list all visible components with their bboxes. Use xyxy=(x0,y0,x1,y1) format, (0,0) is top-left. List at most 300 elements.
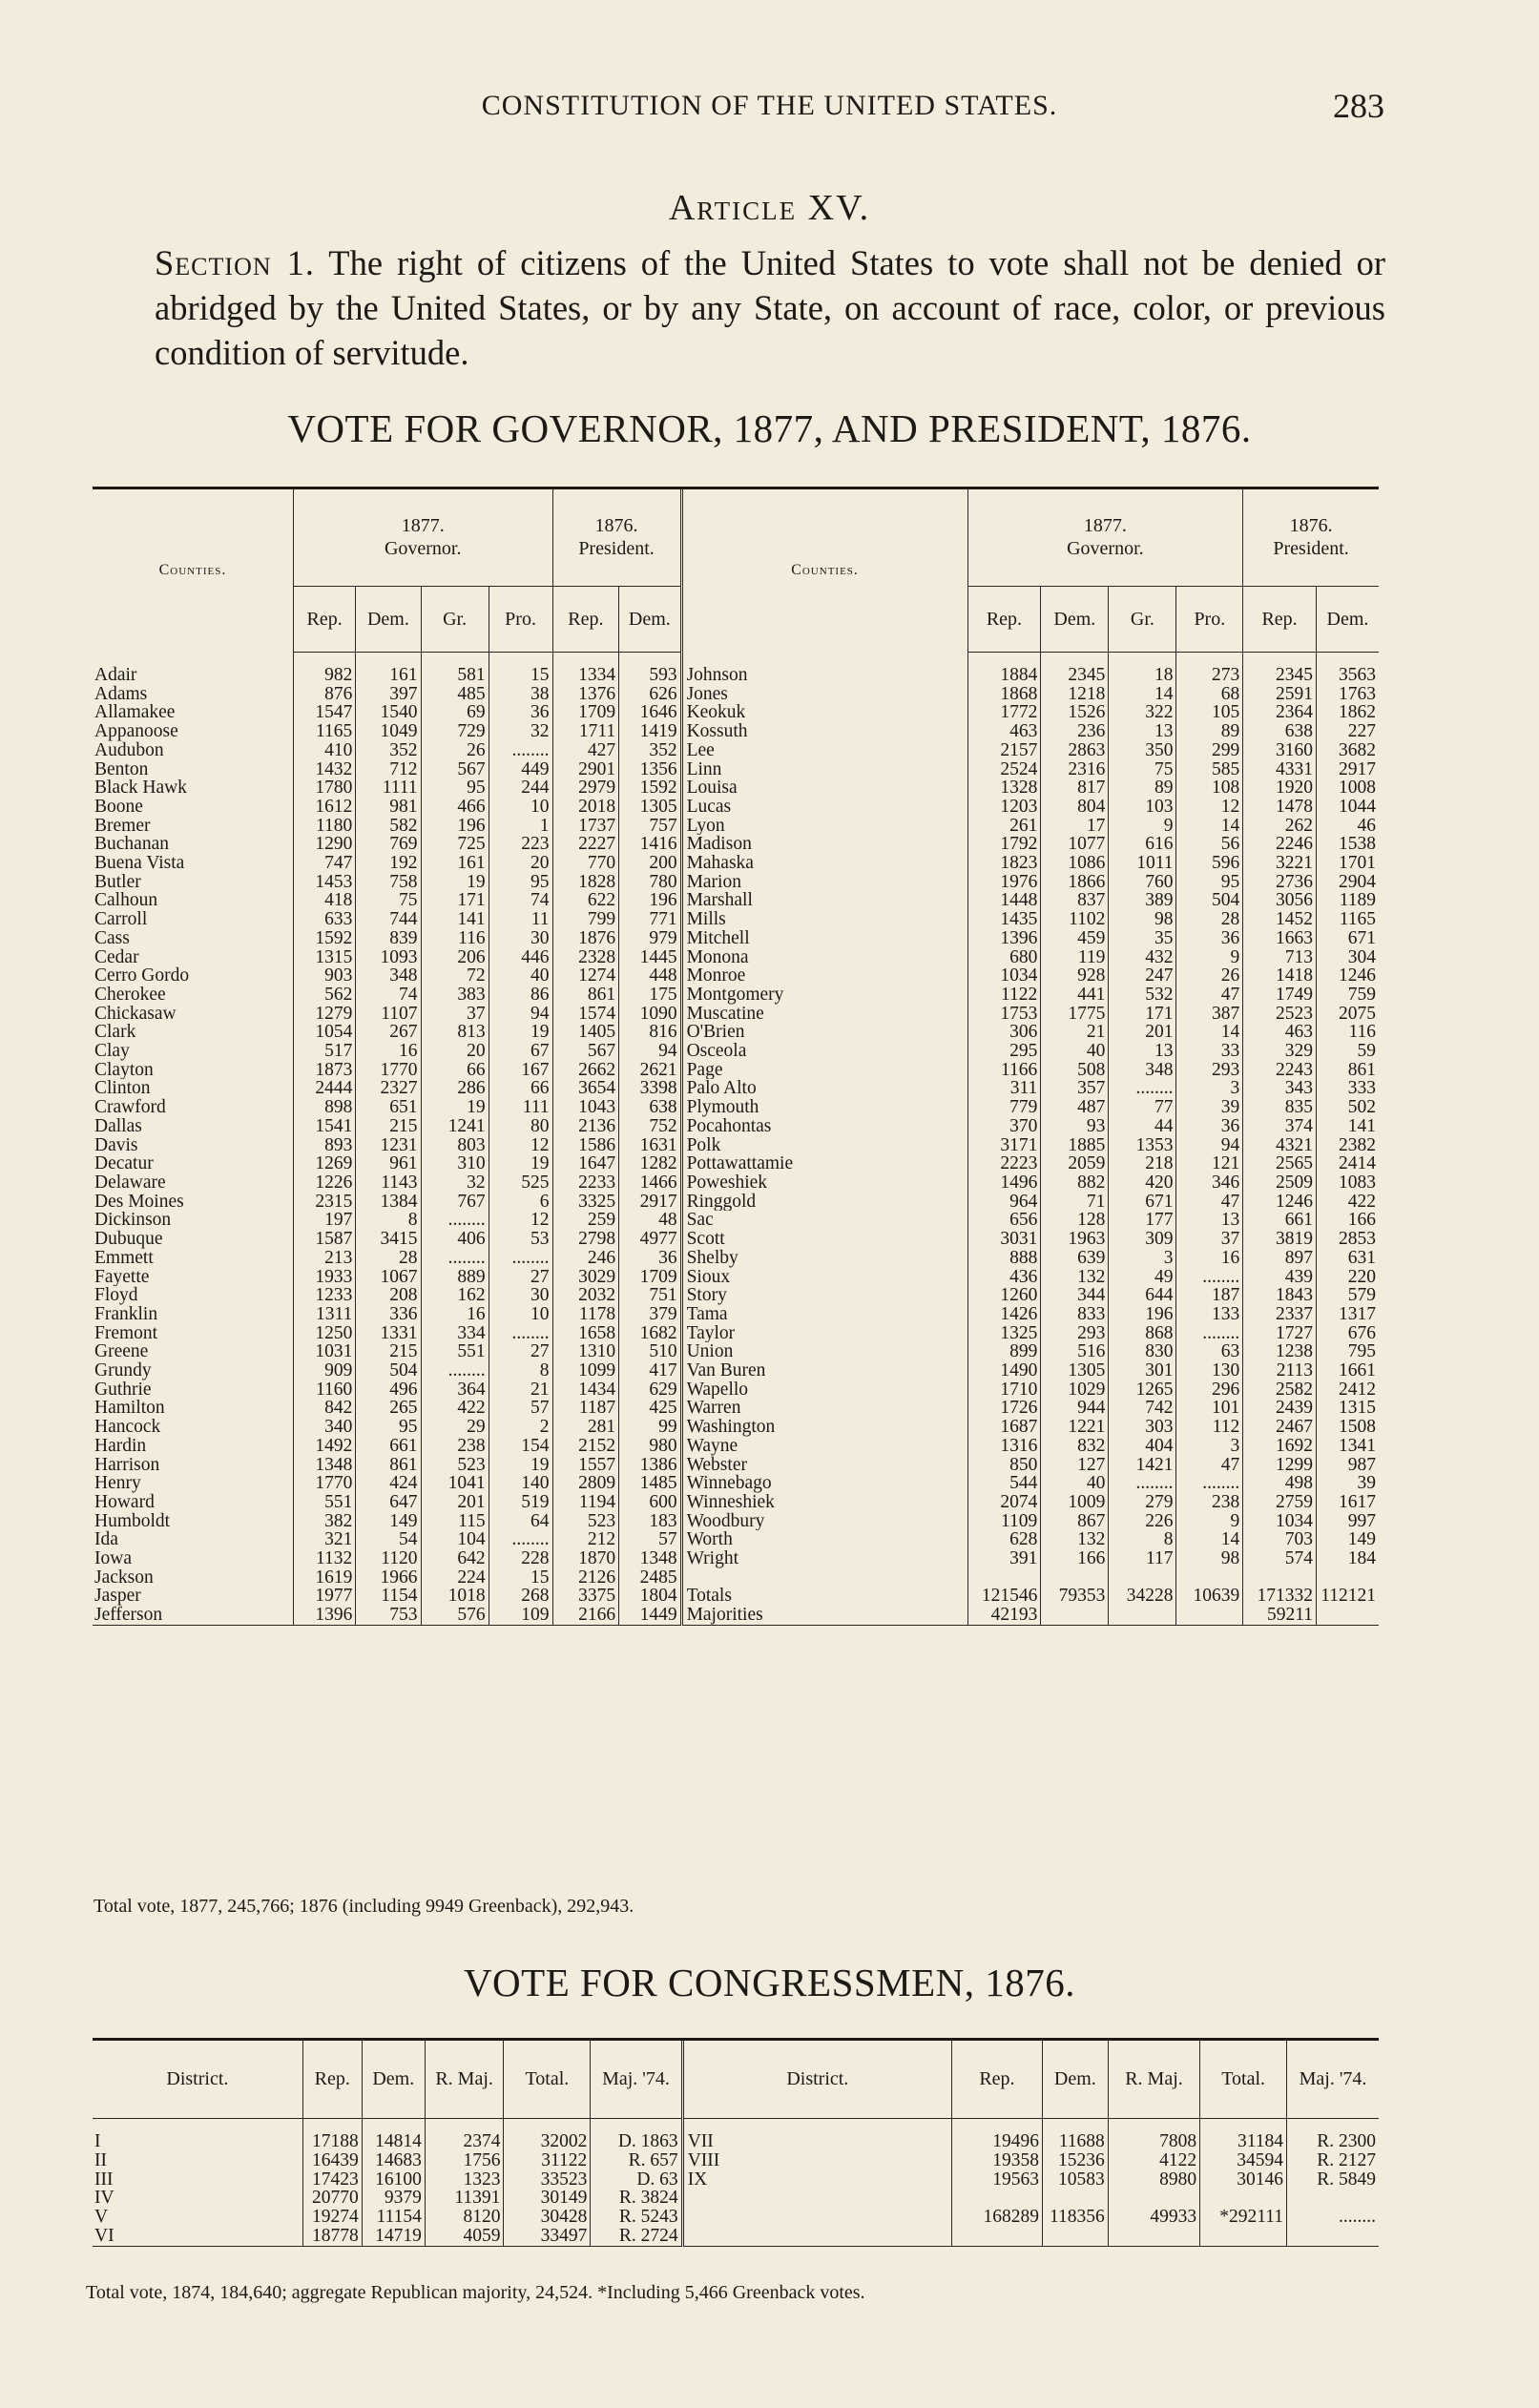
value-cell: 218 xyxy=(1109,1154,1176,1173)
value-cell: 1109 xyxy=(967,1512,1041,1531)
governor-1877-header: 1877. Governor. xyxy=(293,488,552,587)
value-cell: 11688 xyxy=(1042,2119,1108,2151)
value-cell: 49 xyxy=(1109,1268,1176,1287)
name-cell: Palo Alto xyxy=(681,1079,967,1098)
district-cell xyxy=(682,2189,951,2208)
county-row xyxy=(93,1173,1379,1193)
value-cell: 1405 xyxy=(552,1023,619,1042)
value-cell: 2809 xyxy=(552,1474,619,1493)
value-cell: 496 xyxy=(356,1380,421,1400)
value-cell: 631 xyxy=(1316,1249,1379,1268)
district-cell: V xyxy=(94,2208,109,2227)
name-cell: Jackson xyxy=(94,1567,154,1588)
value-cell: 1737 xyxy=(552,817,619,836)
value-cell: 1920 xyxy=(1243,778,1317,798)
value-cell: 519 xyxy=(489,1493,552,1512)
value-cell: 1233 xyxy=(293,1286,355,1305)
name-cell: Jasper xyxy=(94,1587,141,1607)
district-cell: VI xyxy=(93,2227,302,2246)
value-cell: 1187 xyxy=(552,1399,619,1418)
value-cell: 167 xyxy=(489,1061,552,1080)
value-cell: 166 xyxy=(1041,1549,1109,1568)
value-cell: ........ xyxy=(489,1324,552,1343)
value-cell: 13 xyxy=(1176,1211,1243,1230)
value-cell: 463 xyxy=(1243,1023,1317,1042)
value-cell: 36 xyxy=(489,703,552,722)
district-cell: IV xyxy=(94,2189,114,2209)
value-cell: 16 xyxy=(1176,1249,1243,1268)
value-cell: 1485 xyxy=(619,1474,681,1493)
name-cell: Sac xyxy=(681,1211,967,1230)
value-cell: 1977 xyxy=(293,1587,355,1606)
value-cell: 293 xyxy=(1176,1061,1243,1080)
value-cell: 424 xyxy=(356,1474,421,1493)
name-cell: Muscatine xyxy=(681,1005,967,1024)
value-cell: 86 xyxy=(489,986,552,1005)
name-cell: Jefferson xyxy=(93,1606,293,1625)
value-cell: 2337 xyxy=(1243,1305,1317,1324)
value-cell: 30146 xyxy=(1200,2170,1287,2190)
value-cell: 301 xyxy=(1109,1361,1176,1380)
value-cell: 99 xyxy=(619,1418,681,1437)
value-cell: 1083 xyxy=(1316,1173,1379,1193)
value-cell: 3 xyxy=(1109,1249,1176,1268)
value-cell: 162 xyxy=(421,1286,489,1305)
value-cell: 111 xyxy=(489,1098,552,1117)
value-cell: 27 xyxy=(489,1342,552,1361)
value-cell: R. 3824 xyxy=(591,2189,682,2208)
value-cell: 4122 xyxy=(1108,2151,1199,2170)
value-cell: 140 xyxy=(489,1474,552,1493)
value-cell: 504 xyxy=(356,1361,421,1380)
value-cell: 3325 xyxy=(552,1193,619,1212)
county-row xyxy=(93,966,1379,986)
congress-table-body xyxy=(93,2119,1379,2247)
value-cell: 1250 xyxy=(293,1324,355,1343)
county-row xyxy=(93,1286,1379,1305)
value-cell: 1416 xyxy=(619,835,681,854)
name-cell: Totals xyxy=(681,1587,967,1606)
value-cell: 888 xyxy=(967,1249,1041,1268)
value-cell: 261 xyxy=(967,817,1041,836)
county-row xyxy=(93,653,1379,685)
value-cell: 2759 xyxy=(1243,1493,1317,1512)
value-cell: 13 xyxy=(1109,722,1176,741)
value-cell: 346 xyxy=(1176,1173,1243,1193)
county-row xyxy=(93,1136,1379,1155)
value-cell: 639 xyxy=(1041,1249,1109,1268)
value-cell: 616 xyxy=(1109,835,1176,854)
value-cell: 4321 xyxy=(1243,1136,1317,1155)
value-cell: 1421 xyxy=(1109,1456,1176,1475)
district-cell: IX xyxy=(682,2170,951,2190)
value-cell: 33497 xyxy=(504,2227,591,2246)
name-cell: Page xyxy=(681,1061,967,1080)
value-cell: 352 xyxy=(619,741,681,760)
value-cell: 112121 xyxy=(1316,1587,1379,1606)
name-cell: Story xyxy=(681,1286,967,1305)
value-cell: 192 xyxy=(356,854,421,873)
value-cell: 30428 xyxy=(504,2208,591,2227)
value-cell: 2904 xyxy=(1316,873,1379,892)
value-cell: 17188 xyxy=(302,2119,362,2151)
value-cell: 59 xyxy=(1316,1042,1379,1061)
name-cell: Dallas xyxy=(94,1116,142,1136)
value-cell: 1884 xyxy=(967,653,1041,685)
governor-president-table xyxy=(93,488,1379,1626)
value-cell: 2412 xyxy=(1316,1380,1379,1400)
name-cell: Pottawattamie xyxy=(681,1154,967,1173)
name-cell: Madison xyxy=(681,835,967,854)
value-cell: 89 xyxy=(1176,722,1243,741)
name-cell: Lee xyxy=(681,741,967,760)
value-cell: 196 xyxy=(421,817,489,836)
name-cell: Worth xyxy=(681,1530,967,1549)
value-cell xyxy=(1108,2189,1199,2208)
value-cell: 74 xyxy=(356,986,421,1005)
value-cell: 744 xyxy=(356,910,421,929)
value-cell: 1376 xyxy=(552,685,619,704)
value-cell: 265 xyxy=(356,1399,421,1418)
value-cell: 1862 xyxy=(1316,703,1379,722)
value-cell: 2414 xyxy=(1316,1154,1379,1173)
value-cell: 16439 xyxy=(302,2151,362,2170)
value-cell: 1120 xyxy=(356,1549,421,1568)
value-cell: 2444 xyxy=(293,1079,355,1098)
value-cell: 224 xyxy=(421,1568,489,1588)
value-cell: 40 xyxy=(1041,1042,1109,1061)
value-cell: 1067 xyxy=(356,1268,421,1287)
value-cell: 893 xyxy=(293,1136,355,1155)
value-cell: 374 xyxy=(1243,1117,1317,1136)
value-cell: 31122 xyxy=(504,2151,591,2170)
name-cell: Montgomery xyxy=(681,986,967,1005)
value-cell: 1772 xyxy=(967,703,1041,722)
value-cell: 1876 xyxy=(552,929,619,948)
value-cell: 238 xyxy=(1176,1493,1243,1512)
name-cell: Monroe xyxy=(681,966,967,986)
name-cell: Winnebago xyxy=(681,1474,967,1493)
value-cell: 1246 xyxy=(1316,966,1379,986)
ct-maj74-header: Maj. '74. xyxy=(591,2040,682,2119)
value-cell: 262 xyxy=(1243,817,1317,836)
value-cell: 868 xyxy=(1109,1324,1176,1343)
value-cell: 1682 xyxy=(619,1324,681,1343)
value-cell: 944 xyxy=(1041,1399,1109,1418)
value-cell: 987 xyxy=(1316,1456,1379,1475)
name-cell: Carroll xyxy=(94,910,148,929)
value-cell: 187 xyxy=(1176,1286,1243,1305)
district-cell: III xyxy=(94,2169,114,2190)
value-cell: 357 xyxy=(1041,1079,1109,1098)
value-cell: 1102 xyxy=(1041,910,1109,929)
value-cell: 980 xyxy=(619,1437,681,1456)
name-cell: Butler xyxy=(94,872,141,892)
county-row xyxy=(93,1023,1379,1042)
value-cell xyxy=(1176,1568,1243,1588)
value-cell: 757 xyxy=(619,817,681,836)
value-cell: 567 xyxy=(421,760,489,779)
value-cell: 17423 xyxy=(302,2170,362,2190)
value-cell: 391 xyxy=(967,1549,1041,1568)
col-dem-1876: Dem. xyxy=(619,587,681,653)
value-cell: 3056 xyxy=(1243,891,1317,910)
value-cell: 532 xyxy=(1109,986,1176,1005)
name-cell: Hamilton xyxy=(94,1399,165,1419)
value-cell: 1034 xyxy=(1243,1512,1317,1531)
value-cell: 2227 xyxy=(552,835,619,854)
value-cell: 1328 xyxy=(967,778,1041,798)
value-cell: 2126 xyxy=(552,1568,619,1588)
value-cell: R. 657 xyxy=(591,2151,682,2170)
value-cell: 32 xyxy=(421,1173,489,1193)
value-cell: 523 xyxy=(552,1512,619,1531)
value-cell: 196 xyxy=(619,891,681,910)
value-cell: 20 xyxy=(489,854,552,873)
value-cell: 2917 xyxy=(1316,760,1379,779)
value-cell: 19 xyxy=(421,1098,489,1117)
running-head: CONSTITUTION OF THE UNITED STATES. xyxy=(481,90,1058,121)
value-cell: ........ xyxy=(1176,1474,1243,1493)
county-row xyxy=(93,1549,1379,1568)
value-cell: 799 xyxy=(552,910,619,929)
value-cell: 4059 xyxy=(425,2227,504,2246)
col-rep-r: Rep. xyxy=(967,587,1041,653)
value-cell xyxy=(1109,1606,1176,1625)
value-cell: 1111 xyxy=(356,778,421,798)
county-row xyxy=(93,1380,1379,1400)
value-cell: 1727 xyxy=(1243,1324,1317,1343)
value-cell: 2621 xyxy=(619,1061,681,1080)
value-cell: 311 xyxy=(967,1079,1041,1098)
value-cell: 28 xyxy=(1176,910,1243,929)
value-cell: 196 xyxy=(1109,1305,1176,1324)
value-cell: 14 xyxy=(1176,817,1243,836)
name-cell: Clay xyxy=(94,1042,130,1061)
value-cell: 928 xyxy=(1041,966,1109,986)
value-cell: 1538 xyxy=(1316,835,1379,854)
value-cell: 72 xyxy=(421,966,489,986)
value-cell: 1386 xyxy=(619,1456,681,1475)
col-gr-r: Gr. xyxy=(1109,587,1176,653)
value-cell: 177 xyxy=(1109,1211,1176,1230)
value-cell: R. 2127 xyxy=(1287,2151,1379,2170)
value-cell: 201 xyxy=(421,1493,489,1512)
value-cell: 1966 xyxy=(356,1568,421,1588)
name-cell: Fayette xyxy=(94,1267,150,1287)
value-cell xyxy=(1200,2189,1287,2208)
value-cell: 17 xyxy=(1041,817,1109,836)
value-cell: 295 xyxy=(967,1042,1041,1061)
county-row xyxy=(93,1042,1379,1061)
value-cell: 348 xyxy=(356,966,421,986)
county-row xyxy=(93,948,1379,967)
name-cell: Shelby xyxy=(681,1249,967,1268)
value-cell: 1448 xyxy=(967,891,1041,910)
value-cell: 861 xyxy=(356,1456,421,1475)
value-cell: 2316 xyxy=(1041,760,1109,779)
value-cell: 246 xyxy=(552,1249,619,1268)
value-cell: 1041 xyxy=(421,1474,489,1493)
value-cell: 1687 xyxy=(967,1418,1041,1437)
value-cell: 1086 xyxy=(1041,854,1109,873)
value-cell: 562 xyxy=(293,986,355,1005)
value-cell: 551 xyxy=(293,1493,355,1512)
value-cell: 1418 xyxy=(1243,966,1317,986)
value-cell: 1265 xyxy=(1109,1380,1176,1400)
value-cell: 1299 xyxy=(1243,1456,1317,1475)
value-cell: 997 xyxy=(1316,1512,1379,1531)
value-cell: 3 xyxy=(1176,1079,1243,1098)
value-cell: 441 xyxy=(1041,986,1109,1005)
value-cell: 1160 xyxy=(293,1380,355,1400)
value-cell: 861 xyxy=(552,986,619,1005)
name-cell: Poweshiek xyxy=(681,1173,967,1193)
value-cell xyxy=(1108,2227,1199,2246)
value-cell: 117 xyxy=(1109,1549,1176,1568)
county-row xyxy=(93,1249,1379,1268)
value-cell: 417 xyxy=(619,1361,681,1380)
value-cell: 525 xyxy=(489,1173,552,1193)
value-cell: 14 xyxy=(1176,1023,1243,1042)
value-cell: 463 xyxy=(967,722,1041,741)
value-cell: 19 xyxy=(489,1456,552,1475)
value-cell: 1933 xyxy=(293,1268,355,1287)
value-cell: 504 xyxy=(1176,891,1243,910)
value-cell: 389 xyxy=(1109,891,1176,910)
governor-1877-header-right: 1877. Governor. xyxy=(967,488,1243,587)
value-cell: 14683 xyxy=(362,2151,425,2170)
col-rep-1876: Rep. xyxy=(552,587,619,653)
value-cell: 2 xyxy=(489,1418,552,1437)
value-cell: 1749 xyxy=(1243,986,1317,1005)
section-text: The right of citizens of the United States to vote shall not be denied or abridged by the United States, or by any State, on account of race, color, or previous condition of servitude. xyxy=(155,243,1385,372)
value-cell: 498 xyxy=(1243,1474,1317,1493)
value-cell: 279 xyxy=(1109,1493,1176,1512)
district-row xyxy=(93,2208,1379,2227)
col-dem-r: Dem. xyxy=(1041,587,1109,653)
value-cell: 383 xyxy=(421,986,489,1005)
value-cell: 236 xyxy=(1041,722,1109,741)
value-cell xyxy=(1109,1568,1176,1588)
value-cell: 1029 xyxy=(1041,1380,1109,1400)
value-cell: 306 xyxy=(967,1023,1041,1042)
value-cell: ........ xyxy=(489,1530,552,1549)
value-cell: 1305 xyxy=(619,798,681,817)
value-cell: 676 xyxy=(1316,1324,1379,1343)
value-cell: 14 xyxy=(1109,685,1176,704)
district-row xyxy=(93,2119,1379,2151)
name-cell: Dickinson xyxy=(94,1211,172,1231)
name-cell: Buena Vista xyxy=(94,854,185,873)
value-cell: 19563 xyxy=(951,2170,1042,2190)
value-cell: 629 xyxy=(619,1380,681,1400)
name-cell: Bremer xyxy=(94,816,151,836)
value-cell: 758 xyxy=(356,873,421,892)
value-cell: 1178 xyxy=(552,1305,619,1324)
value-cell: ........ xyxy=(489,741,552,760)
value-cell: 8 xyxy=(489,1361,552,1380)
name-cell: Boone xyxy=(94,797,143,817)
value-cell: R. 2300 xyxy=(1287,2119,1379,2151)
value-cell xyxy=(1316,1606,1379,1625)
value-cell: 898 xyxy=(293,1098,355,1117)
value-cell: 1490 xyxy=(967,1361,1041,1380)
name-cell: Cedar xyxy=(94,947,139,967)
value-cell: 725 xyxy=(421,835,489,854)
value-cell: 75 xyxy=(356,891,421,910)
value-cell: 769 xyxy=(356,835,421,854)
district-cell: I xyxy=(94,2131,101,2151)
value-cell: 12 xyxy=(1176,798,1243,817)
name-cell: Hancock xyxy=(94,1418,161,1437)
value-cell: 1492 xyxy=(293,1437,355,1456)
value-cell: 517 xyxy=(293,1042,355,1061)
value-cell: 1661 xyxy=(1316,1361,1379,1380)
value-cell: 576 xyxy=(421,1606,489,1625)
col-pro-r: Pro. xyxy=(1176,587,1243,653)
value-cell: 69 xyxy=(421,703,489,722)
value-cell: 47 xyxy=(1176,986,1243,1005)
county-row xyxy=(93,741,1379,760)
value-cell: 1099 xyxy=(552,1361,619,1380)
value-cell: 2485 xyxy=(619,1568,681,1588)
value-cell: 767 xyxy=(421,1193,489,1212)
name-cell: Majorities xyxy=(681,1606,967,1625)
value-cell: 713 xyxy=(1243,948,1317,967)
county-row xyxy=(93,873,1379,892)
value-cell: 427 xyxy=(552,741,619,760)
name-cell: Chickasaw xyxy=(94,1004,177,1024)
value-cell: 10583 xyxy=(1042,2170,1108,2190)
value-cell: 2382 xyxy=(1316,1136,1379,1155)
value-cell: 344 xyxy=(1041,1286,1109,1305)
district-row xyxy=(93,2170,1379,2190)
value-cell: 334 xyxy=(421,1324,489,1343)
name-cell: Scott xyxy=(681,1230,967,1249)
value-cell: 21 xyxy=(1041,1023,1109,1042)
ct-district-header-right: District. xyxy=(682,2040,951,2119)
value-cell: 1843 xyxy=(1243,1286,1317,1305)
value-cell: *292111 xyxy=(1200,2208,1287,2227)
value-cell: 201 xyxy=(1109,1023,1176,1042)
name-cell: Clayton xyxy=(94,1060,154,1080)
value-cell: 387 xyxy=(1176,1005,1243,1024)
value-cell: D. 63 xyxy=(591,2170,682,2190)
value-cell: 1828 xyxy=(552,873,619,892)
value-cell: 14 xyxy=(1176,1530,1243,1549)
name-cell: Washington xyxy=(681,1418,967,1437)
ct-rmaj-header: R. Maj. xyxy=(425,2040,504,2119)
col-gr: Gr. xyxy=(421,587,489,653)
value-cell: 68 xyxy=(1176,685,1243,704)
value-cell: 350 xyxy=(1109,741,1176,760)
value-cell: 80 xyxy=(489,1117,552,1136)
value-cell: 7808 xyxy=(1108,2119,1199,2151)
name-cell: Allamakee xyxy=(94,703,176,723)
name-cell: Warren xyxy=(681,1399,967,1418)
county-row xyxy=(93,1154,1379,1173)
value-cell: 2565 xyxy=(1243,1154,1317,1173)
congress-table-title: VOTE FOR CONGRESSMEN, 1876. xyxy=(463,1961,1076,2004)
name-cell: Howard xyxy=(94,1492,155,1512)
value-cell: 432 xyxy=(1109,948,1176,967)
value-cell: 622 xyxy=(552,891,619,910)
value-cell: 1269 xyxy=(293,1154,355,1173)
value-cell: 98 xyxy=(1176,1549,1243,1568)
value-cell: 161 xyxy=(421,854,489,873)
value-cell: 1770 xyxy=(356,1061,421,1080)
